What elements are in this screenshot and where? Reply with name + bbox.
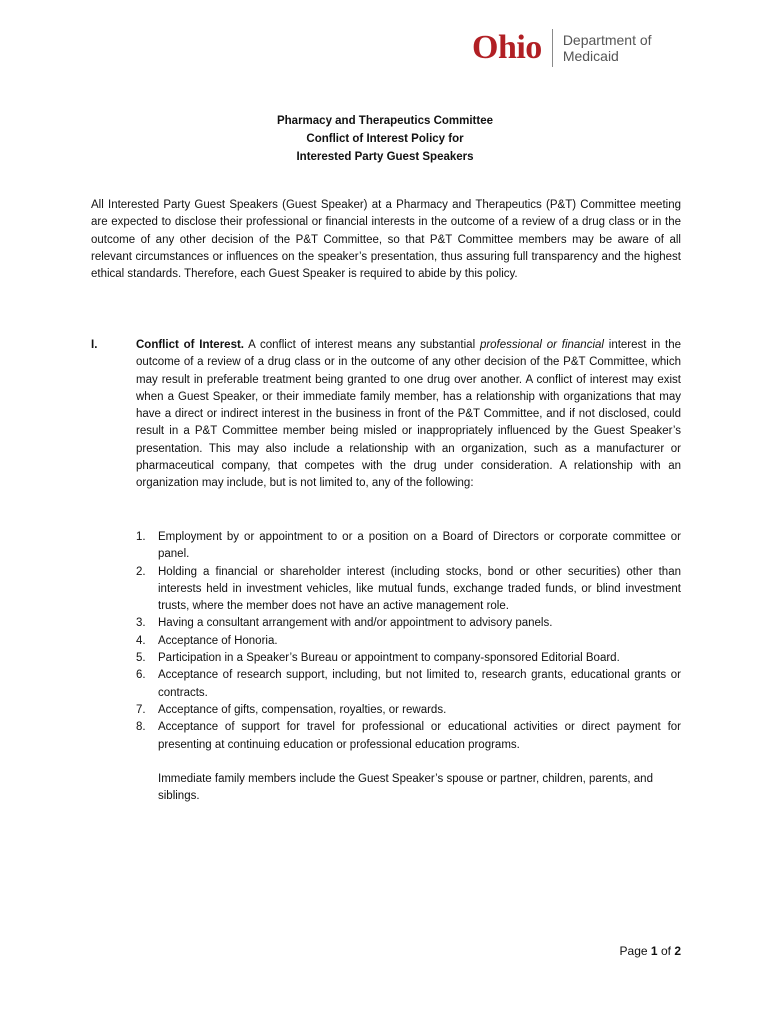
section-text-1: A conflict of interest means any substantial (244, 339, 480, 351)
page-word: Page (619, 944, 648, 958)
section-text-2: interest in the outcome of a review of a drug class or in the outcome of any other decision of the P&T Committee, which may result in preferable treatment being granted to one drug over another. A conflict of interest may exist when a Guest Speaker, or their immediate family member, has a relationship with organizations that may have a direct or indirect interest in the business in front of the P&T Committee, and if not disclosed, could result in a P&T Committee member being misled or inappropriately influenced by the Guest Speaker’s presentation. This may also include a relationship with an organization, such as a manufacturer or pharmaceutical company, that competes with the drug under consideration. A relationship with an organization may include, but is not limited to, any of the following: (136, 339, 682, 490)
list-item-number: 5. (136, 652, 146, 665)
section-emphasis: professional or financial (479, 339, 604, 351)
title-line-3: Interested Party Guest Speakers (296, 151, 474, 163)
title-line-1: Pharmacy and Therapeutics Committee (276, 115, 493, 127)
title-line-2: Conflict of Interest Policy for (306, 133, 464, 145)
list-item (136, 564, 681, 616)
page-total: 2 (674, 944, 681, 958)
list-item-text: Acceptance of Honoria. (158, 634, 278, 647)
section-paragraph (136, 337, 681, 493)
list-item (136, 702, 681, 719)
list-item-text: Holding a financial or shareholder interest (including stocks, bond or other securities) other than interests held in investment vehicles, like mutual funds, exchange traded funds, or blind investment trusts, where the member does not have an active management role. (158, 565, 681, 613)
section-number: I. (91, 339, 98, 351)
family-members-note: Immediate family members include the Guest Speaker’s spouse or partner, children, parents, and siblings. (158, 773, 653, 803)
list-item-text: Employment by or appointment to or a position on a Board of Directors or corporate committee or panel. (158, 531, 681, 561)
ohio-medicaid-logo (472, 26, 652, 70)
list-item-text: Participation in a Speaker’s Bureau or appointment to company-sponsored Editorial Board. (158, 652, 620, 665)
department-line-2: Medicaid (562, 48, 619, 64)
logo-divider (552, 29, 553, 67)
page-current: 1 (650, 944, 658, 958)
list-item (136, 633, 681, 650)
list-item-text: Acceptance of support for travel for professional or educational activities or direct payment for presenting at continuing education or professional education programs. (158, 721, 681, 751)
department-line-1: Department of (562, 32, 652, 48)
list-item (136, 667, 681, 702)
department-name (563, 32, 652, 64)
of-word: of (660, 944, 671, 958)
list-item (136, 529, 681, 564)
list-item-number: 8. (136, 721, 146, 734)
list-item-number: 4. (136, 634, 146, 647)
list-item-number: 1. (136, 531, 146, 543)
list-item-number: 2. (136, 565, 146, 578)
list-item (136, 719, 681, 754)
page-number (620, 944, 681, 958)
list-item-number: 7. (136, 703, 146, 716)
list-item-number: 6. (136, 669, 146, 682)
relationship-list (136, 529, 681, 754)
list-item-text: Acceptance of research support, including, but not limited to, research grants, educational grants or contracts. (158, 669, 681, 699)
document-title (0, 112, 770, 166)
list-item (136, 615, 681, 632)
intro-paragraph: All Interested Party Guest Speakers (Guest Speaker) at a Pharmacy and Therapeutics (P&T) Committee meeting are expected to disclose their professional or financial interests in the outcome of a review of a drug class or in the outcome of any other decision of the P&T Committee, so that P&T Committee members may be aware of all relevant circumstances or influences on the speaker’s presentation, thus assuring full transparency and the highest ethical standards. Therefore, each Guest Speaker is required to abide by this policy. (91, 199, 681, 281)
section-heading: Conflict of Interest. (136, 339, 244, 351)
list-item (136, 650, 681, 667)
ohio-wordmark: Ohio (472, 29, 542, 66)
list-item-text: Acceptance of gifts, compensation, royalties, or rewards. (158, 703, 447, 716)
list-item-number: 3. (136, 617, 146, 630)
list-item-text: Having a consultant arrangement with and/or appointment to advisory panels. (158, 617, 553, 630)
